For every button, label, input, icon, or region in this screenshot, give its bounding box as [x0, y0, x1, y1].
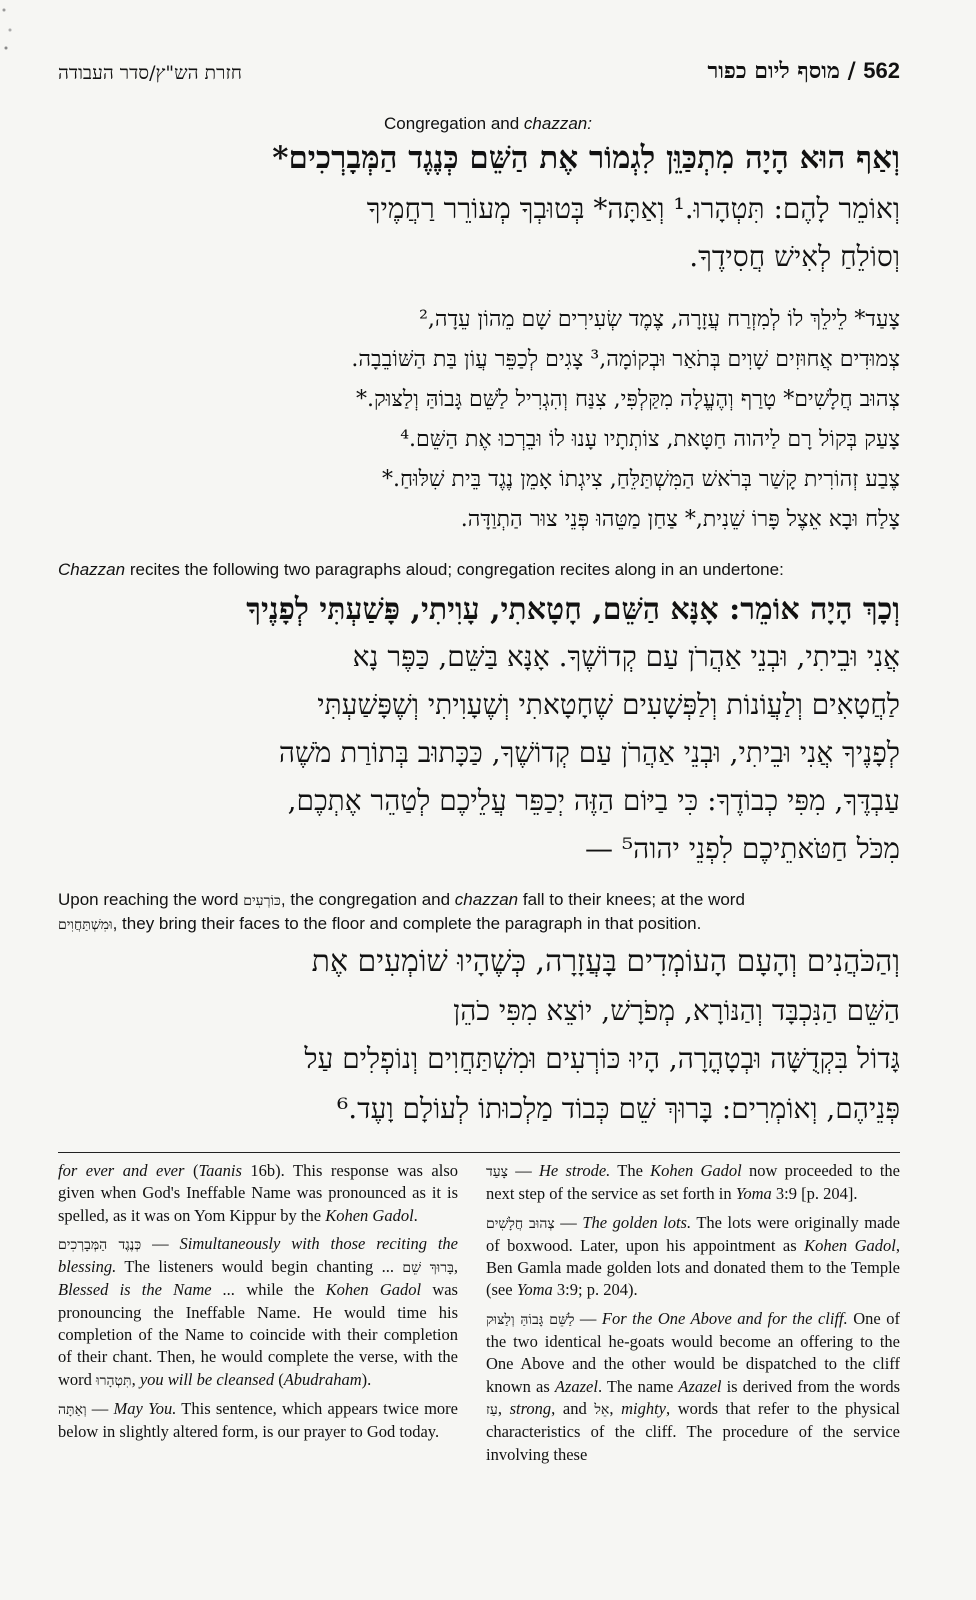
text-fragment: ,	[609, 1398, 622, 1418]
text-fragment: בָּרוּךְ שֵׁם	[402, 1260, 454, 1277]
poem-line-3: צְהוּב חֲלָשִׁים* טָרַף וְהֶעֱלָה מִקַּלְפִּי, צִנַּח וְהִגְרִיל לַשֵּׁם גָּבוֹהַּ וְלַצּוּק.*	[356, 387, 900, 412]
instruction-kneeling-line-1	[58, 890, 900, 910]
text-fragment: צָעַד	[486, 1164, 508, 1180]
text-fragment: strong	[509, 1398, 552, 1418]
commentary-left-p2	[58, 1233, 458, 1392]
section1-line-3: וְסוֹלֵחַ לְאִישׁ חֲסִידֶךָ.	[689, 240, 900, 273]
text-fragment: .	[413, 1205, 418, 1225]
text-fragment: —	[508, 1161, 540, 1180]
commentary-right-p3	[486, 1308, 900, 1466]
text-fragment: you will be cleansed	[139, 1369, 275, 1389]
text-fragment: Yoma	[516, 1280, 553, 1300]
text-fragment: —	[141, 1233, 180, 1253]
text-fragment: The lots were originally made of boxwood. Later, upon his appointment as	[486, 1212, 900, 1255]
commentary-right-p1	[486, 1160, 900, 1206]
instruction-hebrew-word: כּוֹרְעִים	[243, 893, 281, 909]
commentary-left-column	[58, 1160, 458, 1450]
section3-line-2: הַשֵּׁם הַנִּכְבָּד וְהַנּוֹרָא, מְפֹרָשׁ, יוֹצֵא מִפִּי כֹהֵן	[453, 994, 900, 1027]
commentary-right-p2	[486, 1212, 900, 1302]
text-fragment: Blessed is the Name ...	[58, 1280, 236, 1300]
text-fragment: —	[554, 1212, 583, 1232]
header-title-block	[707, 58, 900, 84]
text-fragment: ).	[361, 1369, 372, 1389]
instruction-text: fall to their knees; at the word	[518, 890, 745, 909]
section3-line-3: גָּדוֹל בִּקְדֻשָּׁה וּבְטָהֳרָה, הָיוּ כּוֹרְעִים וּמִשְׁתַּחֲוִים וְנוֹפְלִים עַל	[304, 1042, 900, 1075]
section2-line-3: לַחֲטָאִים וְלַעֲוֹנוֹת וְלַפְּשָׁעִים שֶׁחָטָאתִי וְשֶׁעָוִיתִי וְשֶׁפָּשַׁעְתִּי	[317, 688, 900, 721]
text-fragment: mighty	[621, 1398, 666, 1418]
text-fragment: 3:9; p. 204).	[552, 1280, 638, 1300]
text-fragment: . The name	[597, 1376, 679, 1396]
text-fragment: וְאַתָּה	[58, 1401, 87, 1418]
text-fragment: , words that refer to the physical characteristics of the cliff. The procedure of the service involving these	[486, 1398, 901, 1464]
text-fragment: 16b). This response was also given when God's Ineffable Name was pronounced as it is spelled, as it was on Yom Kippur by the	[58, 1161, 458, 1225]
commentary-left-p3	[58, 1398, 458, 1444]
instruction-hebrew-word: וּמִשְׁתַּחֲוִים	[58, 917, 113, 933]
instruction-text: Congregation and	[384, 114, 524, 133]
commentary-left-p1	[58, 1160, 458, 1227]
text-fragment: Kohen Gadol	[325, 1205, 414, 1225]
instruction-italic: Chazzan	[58, 560, 126, 579]
section2-line-1: וְכָךְ הָיָה אוֹמֵר: אָנָּא הַשֵּׁם, חָטָאתִי, עָוִיתִי, פָּשַׁעְתִּי לְפָנֶיךָ	[246, 592, 900, 627]
section3-line-1: וְהַכֹּהֲנִים וְהָעָם הָעוֹמְדִים בָּעֲזָרָה, כְּשֶׁהָיוּ שׁוֹמְעִים אֶת	[311, 944, 900, 979]
section2-line-2: אֲנִי וּבֵיתִי, וּבְנֵי אַהֲרֹן עַם קְדוֹשֶׁךָ. אָנָּא בַּשֵּׁם, כַּפֶּר נָא	[352, 640, 900, 673]
poem-line-4: צָעַק בְּקוֹל רָם לַיהוה חַטָּאת, צוֹתְתָיו עָנוּ לוֹ וּבֵרְכוּ אֶת הַשֵּׁם.⁴	[400, 427, 900, 452]
text-fragment: כְּנֶגֶד הַמְּבָרְכִים	[58, 1236, 142, 1253]
text-fragment: Kohen Gadol	[804, 1235, 896, 1255]
instruction-text: recites the following two paragraphs aloud; congregation recites along in an undertone:	[125, 560, 784, 579]
instruction-text: , they bring their faces to the floor and complete the paragraph in that position.	[112, 914, 702, 933]
text-fragment: , Ben Gamla made golden lots and donated them to the Temple (see	[486, 1235, 900, 1300]
text-fragment: Abudraham	[283, 1369, 362, 1389]
text-fragment: while the	[235, 1280, 326, 1300]
poem-line-6: צָלַח וּבָא אֵצֶל פָּרוֹ שֵׁנִית,* צַחַן מַטֵּהוּ פְּנֵי צוּר הַתְוַדָּה.	[460, 507, 900, 532]
header-title: מוסף ליום כפור	[707, 58, 840, 84]
instruction-congregation-chazzan	[0, 114, 976, 134]
instruction-chazzan-aloud	[58, 560, 784, 580]
text-fragment: 3:9 [p. 204].	[771, 1184, 858, 1204]
text-fragment: , and	[551, 1398, 595, 1418]
text-fragment: Kohen Gadol	[650, 1161, 742, 1180]
text-fragment: לַשֵּׁם גָּבוֹהַּ וְלַצּוּק	[486, 1311, 575, 1328]
page-header	[58, 58, 900, 94]
instruction-italic: chazzan:	[523, 114, 592, 133]
text-fragment: Yoma	[735, 1184, 772, 1204]
text-fragment: was pronouncing the Ineffable Name. He would time his completion of the Name to coincide with their completion of their chant. Then, he would complete the verse, with the word	[58, 1280, 458, 1389]
text-fragment: Azazel	[678, 1376, 722, 1396]
text-fragment: Kohen Gadol	[325, 1280, 422, 1300]
header-section-label: חזרת הש"ץ/סדר העבודה	[58, 62, 243, 84]
section1-line-1: וְאַף הוּא הָיָה מִתְכַּוֵּן לִגְמוֹר אֶת הַשֵּׁם כְּנֶגֶד הַמְּבָרְכִים*	[272, 140, 900, 176]
text-fragment: now proceeded to the next step of the service as set forth in	[486, 1161, 900, 1204]
commentary-right-column	[486, 1160, 900, 1472]
text-fragment: The	[610, 1161, 651, 1180]
instruction-italic: chazzan	[454, 890, 519, 909]
text-fragment: —	[574, 1308, 602, 1328]
text-fragment: Azazel	[554, 1376, 598, 1396]
text-fragment: For the One Above and for the cliff.	[601, 1308, 848, 1328]
text-fragment: One of the two identical he-goats would become an offering to the One Above and the other would be dispatched to the cliff known as	[486, 1308, 900, 1396]
text-fragment: (	[184, 1161, 199, 1180]
text-fragment: is derived from the words	[721, 1376, 900, 1396]
text-fragment: ,	[131, 1369, 140, 1389]
poem-line-2: צְמוּדִים אֲחוּזִים שָׁוִים בְּתֹאַר וּבְקוֹמָה,³ צָגִים לְכַפֵּר עֲוֹן בַּת הַשּׁוֹבֵבָה.	[351, 347, 900, 372]
text-fragment: This sentence, which appears twice more below in slightly altered form, is our prayer to God today.	[58, 1398, 458, 1442]
instruction-text: Upon reaching the word	[58, 890, 244, 909]
text-fragment: עַז	[486, 1401, 498, 1418]
text-fragment: —	[86, 1398, 114, 1418]
poem-line-5: צֶבַע זְהוֹרִית קָשַׁר בְּרֹאשׁ הַמִּשְׁתַּלֵּחַ, צִיגְתוֹ אָמֵן נֶגֶד בֵּית שִׁלּוּחַ.*	[381, 467, 900, 492]
scan-edge-speckles	[0, 0, 18, 60]
footnote-divider	[58, 1152, 900, 1153]
section2-line-4: לְפָנֶיךָ אֲנִי וּבֵיתִי, וּבְנֵי אַהֲרֹן עַם קְדוֹשֶׁךָ, כַּכָּתוּב בְּתוֹרַת מֹשֶׁה	[278, 736, 900, 769]
text-fragment: תִּטְהָרוּ	[96, 1372, 132, 1389]
text-fragment: The listeners would begin chanting ...	[116, 1257, 403, 1277]
text-fragment: צְהוּב חֲלָשִׁים	[486, 1215, 555, 1232]
header-separator: /	[839, 58, 864, 84]
section1-line-2: וְאוֹמֵר לָהֶם: תִּטְהָרוּ.¹ וְאַתָּה* בְּטוּבְךָ מְעוֹרֵר רַחֲמֶיךָ	[366, 192, 900, 225]
text-fragment: אֵל	[594, 1401, 610, 1418]
text-fragment: May You.	[113, 1398, 177, 1418]
text-fragment: Simultaneously with those reciting the blessing.	[58, 1233, 458, 1277]
text-fragment: ,	[497, 1398, 510, 1418]
text-fragment: for ever and ever	[58, 1161, 185, 1180]
page-number: 562	[863, 58, 900, 83]
section2-line-5: עַבְדֶּךָ, מִפִּי כְבוֹדֶךָ: כִּי בַיּוֹם הַזֶּה יְכַפֵּר עֲלֵיכֶם לְטַהֵר אֶתְכֶם,	[287, 784, 900, 817]
text-fragment: (	[274, 1369, 284, 1389]
section2-line-6: מִכֹּל חַטֹּאתֵיכֶם לִפְנֵי יהוה⁵ —	[584, 832, 900, 865]
section3-line-4: פְּנֵיהֶם, וְאוֹמְרִים: בָּרוּךְ שֵׁם כְּבוֹד מַלְכוּתוֹ לְעוֹלָם וָעֶד.⁶	[337, 1092, 900, 1125]
instruction-kneeling-line-2	[58, 914, 900, 934]
text-fragment: ,	[453, 1257, 458, 1277]
text-fragment: Taanis	[198, 1161, 242, 1180]
text-fragment: He strode.	[539, 1161, 611, 1180]
poem-line-1: צָעַד* לֵילֵךְ לוֹ לְמִזְרַח עֲזָרָה, צֶמֶד שְׂעִירִים שָׁם מֵהוֹן עֵדָה,²	[419, 307, 900, 332]
text-fragment: The golden lots.	[582, 1212, 692, 1232]
instruction-text: , the congregation and	[280, 890, 455, 909]
